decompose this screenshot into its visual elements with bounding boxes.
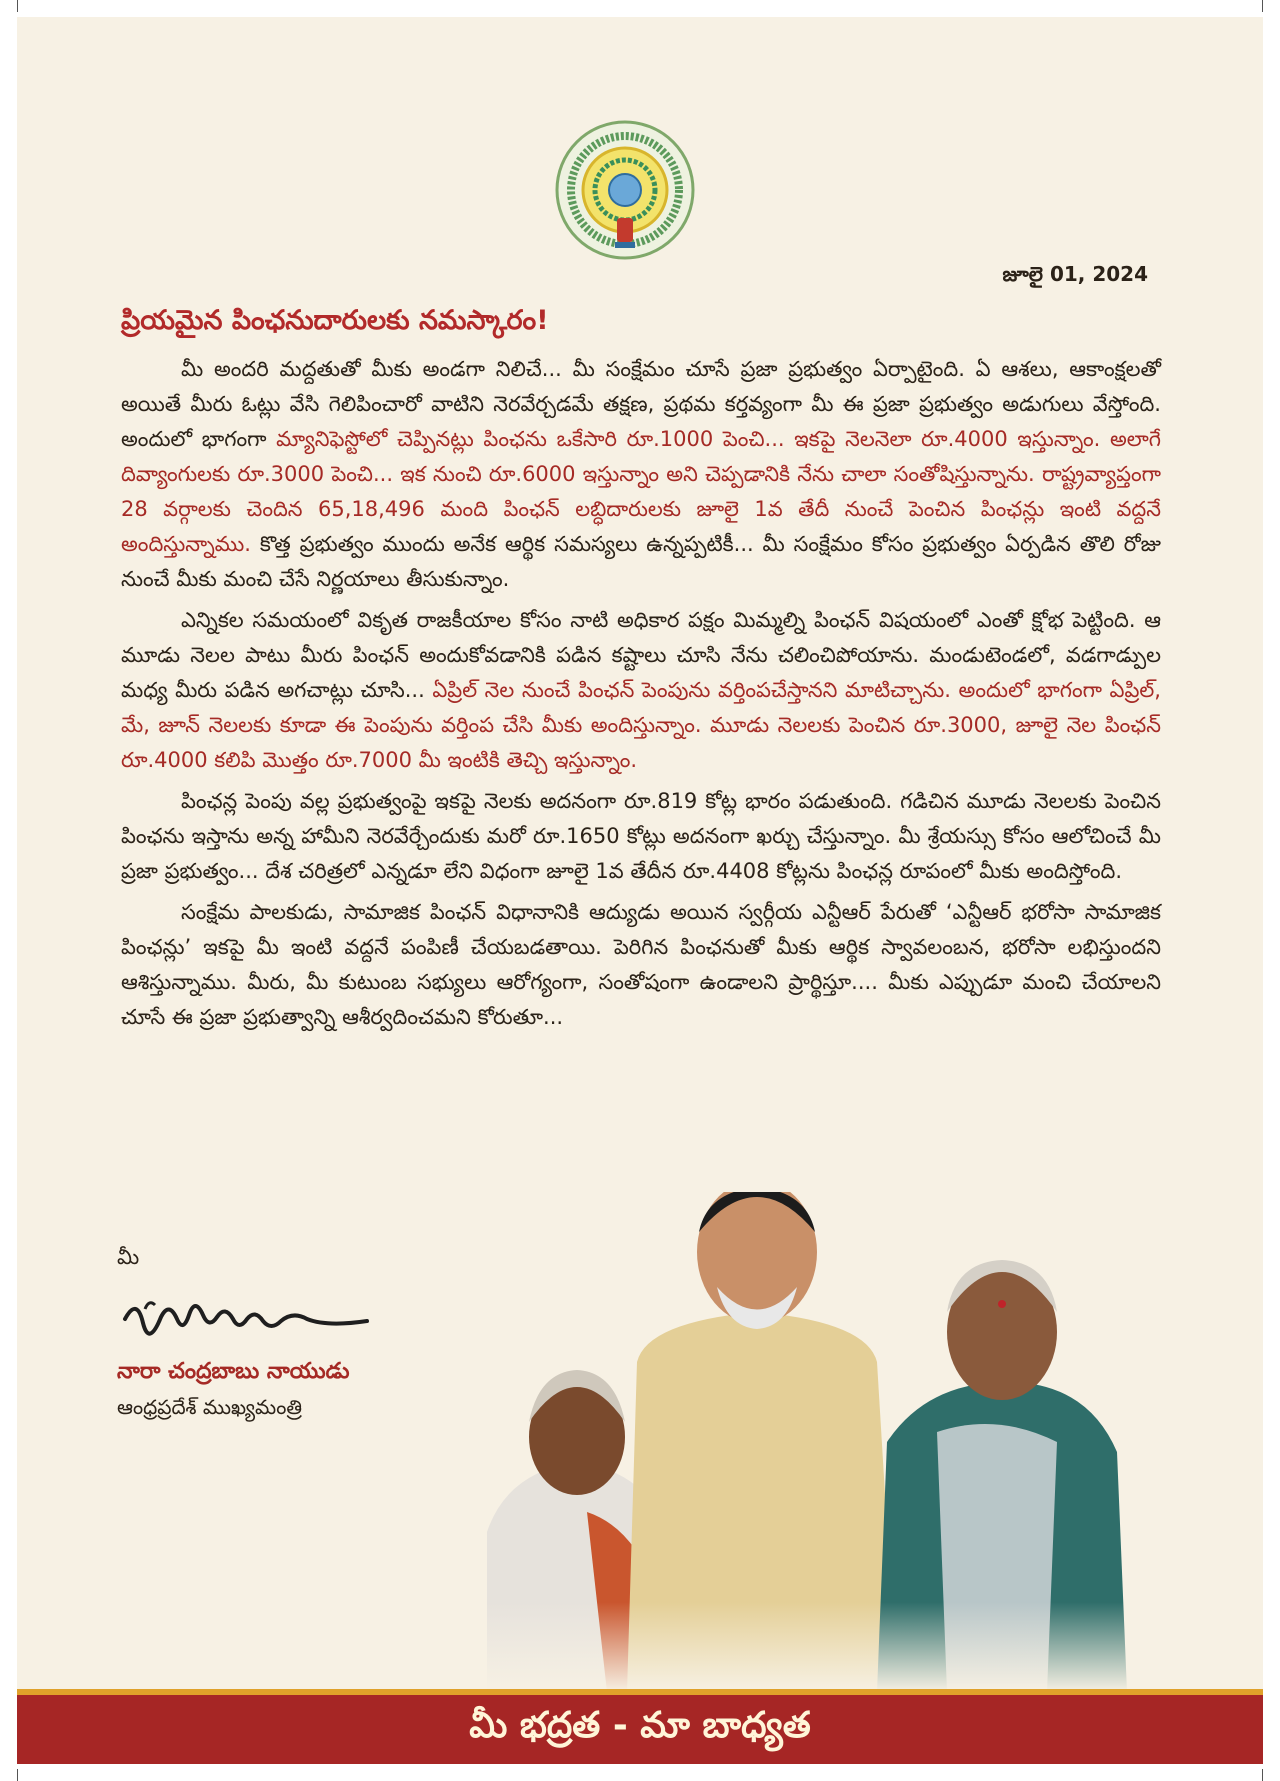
photo-cm-with-pensioners [467,1192,1227,1692]
signer-name: నారా చంద్రబాబు నాయుడు [117,1359,350,1384]
closing: మీ [117,1245,140,1269]
slogan-text: మీ భద్రత - మా బాధ్యత [469,1704,811,1746]
paragraph-2-text: ఎన్నికల సమయంలో వికృత రాజకీయాల కోసం నాటి అధికార పక్షం మిమ్మల్ని పింఛన్ విషయంలో ఎంతో క్షోభ పెట్టింది. ఆ మూడు నెలల పాటు మీరు పింఛన్ అందుకోవడానికి పడిన కష్టాలు చూసి నేను చలించిపోయాను. మండుటెండలో, వడగాడ్పుల మధ్య మీరు పడిన అగచాట్లు చూసి... [121,608,1161,702]
slogan-banner [17,1689,1263,1764]
paragraph-4: సంక్షేమ పాలకుడు, సామాజిక పింఛన్ విధానానికి ఆద్యుడు అయిన స్వర్గీయ ఎన్టీఆర్ పేరుతో ‘ఎన్టీఆర్ భరోసా సామాజిక పింఛన్లు’ ఇకపై మీ ఇంటి వద్దనే పంపిణీ చేయబడతాయి. పెరిగిన పింఛనుతో మీకు ఆర్థిక స్వావలంబన, భరోసా లభిస్తుందని ఆశిస్తున్నాము. మీరు, మీ కుటుంబ సభ్యులు ఆరోగ్యంగా, సంతోషంగా ఉండాలని ప్రార్థిస్తూ.... మీకు ఎప్పుడూ మంచి చేయాలని చూసే ఈ ప్రజా ప్రభుత్వాన్ని ఆశీర్వదించమని కోరుతూ... [121,900,1161,1029]
signature-image [117,1279,387,1349]
signer-title: ఆంధ్రప్రదేశ్ ముఖ్యమంత్రి [117,1395,302,1419]
letter-body [121,352,1161,1041]
paragraph-2-highlight: ఏప్రిల్ నెల నుంచే పింఛన్ పెంపును వర్తింపచేస్తానని మాటిచ్చాను. అందులో భాగంగా ఏప్రిల్, మే, జూన్ నెలలకు కూడా ఈ పెంపును వర్తింప చేసి మీకు అందిస్తున్నాం. మూడు నెలలకు పెంచిన రూ.3000, జూలై నెల పింఛన్ రూ.4000 కలిపి మొత్తం రూ.7000 మీ ఇంటికి తెచ్చి ఇస్తున్నాం. [121,678,1161,772]
crop-mark [1262,1769,1263,1781]
salutation: ప్రియమైన పింఛనుదారులకు నమస్కారం! [121,305,549,336]
letter-date: జూలై 01, 2024 [1002,262,1148,286]
crop-mark [17,1769,18,1781]
crop-mark [17,0,18,12]
crop-mark [1262,0,1263,12]
paragraph-1-highlight: మ్యానిఫెస్టోలో చెప్పినట్లు పింఛను ఒకేసారి రూ.1000 పెంచి... ఇకపై నెలనెలా రూ.4000 ఇస్తున్నాం. అలాగే దివ్యాంగులకు రూ.3000 పెంచి... ఇక నుంచి రూ.6000 ఇస్తున్నాం అని చెప్పడానికి నేను చాలా సంతోషిస్తున్నాను. రాష్ట్రవ్యాప్తంగా 28 వర్గాలకు చెందిన 65,18,496 మంది పింఛన్ లబ్ధిదారులకు జూలై 1వ తేదీ నుంచే పెంచిన పింఛన్లు ఇంటి వద్దనే అందిస్తున్నాము. [121,427,1161,556]
paragraph-2 [121,603,1161,778]
paragraph-1 [121,352,1161,597]
state-emblem [555,120,695,260]
paragraph-1-text: మీ అందరి మద్దతుతో మీకు అండగా నిలిచే... మీ సంక్షేమం చూసే ప్రజా ప్రభుత్వం ఏర్పాటైంది. ఏ ఆశలు, ఆకాంక్షలతో అయితే మీరు ఓట్లు వేసి గెలిపించారో వాటిని నెరవేర్చడమే తక్షణ, ప్రథమ కర్తవ్యంగా మీ ఈ ప్రజా ప్రభుత్వం అడుగులు వేస్తోంది. అందులో భాగంగా [121,357,1161,451]
paragraph-1-end: కొత్త ప్రభుత్వం ముందు అనేక ఆర్థిక సమస్యలు ఉన్నప్పటికీ... మీ సంక్షేమం కోసం ప్రభుత్వం ఏర్పడిన తొలి రోజు నుంచే మీకు మంచి చేసే నిర్ణయాలు తీసుకున్నాం. [121,532,1161,591]
letter-sheet [17,17,1263,1764]
paragraph-3: పింఛన్ల పెంపు వల్ల ప్రభుత్వంపై ఇకపై నెలకు అదనంగా రూ.819 కోట్ల భారం పడుతుంది. గడిచిన మూడు నెలలకు పెంచిన పింఛను ఇస్తాను అన్న హామీని నెరవేర్చేందుకు మరో రూ.1650 కోట్లు అదనంగా ఖర్చు చేస్తున్నాం. మీ శ్రేయస్సు కోసం ఆలోచించే మీ ప్రజా ప్రభుత్వం... దేశ చరిత్రలో ఎన్నడూ లేని విధంగా జూలై 1వ తేదీన రూ.4408 కోట్లను పింఛన్ల రూపంలో మీకు అందిస్తోంది. [121,789,1161,883]
